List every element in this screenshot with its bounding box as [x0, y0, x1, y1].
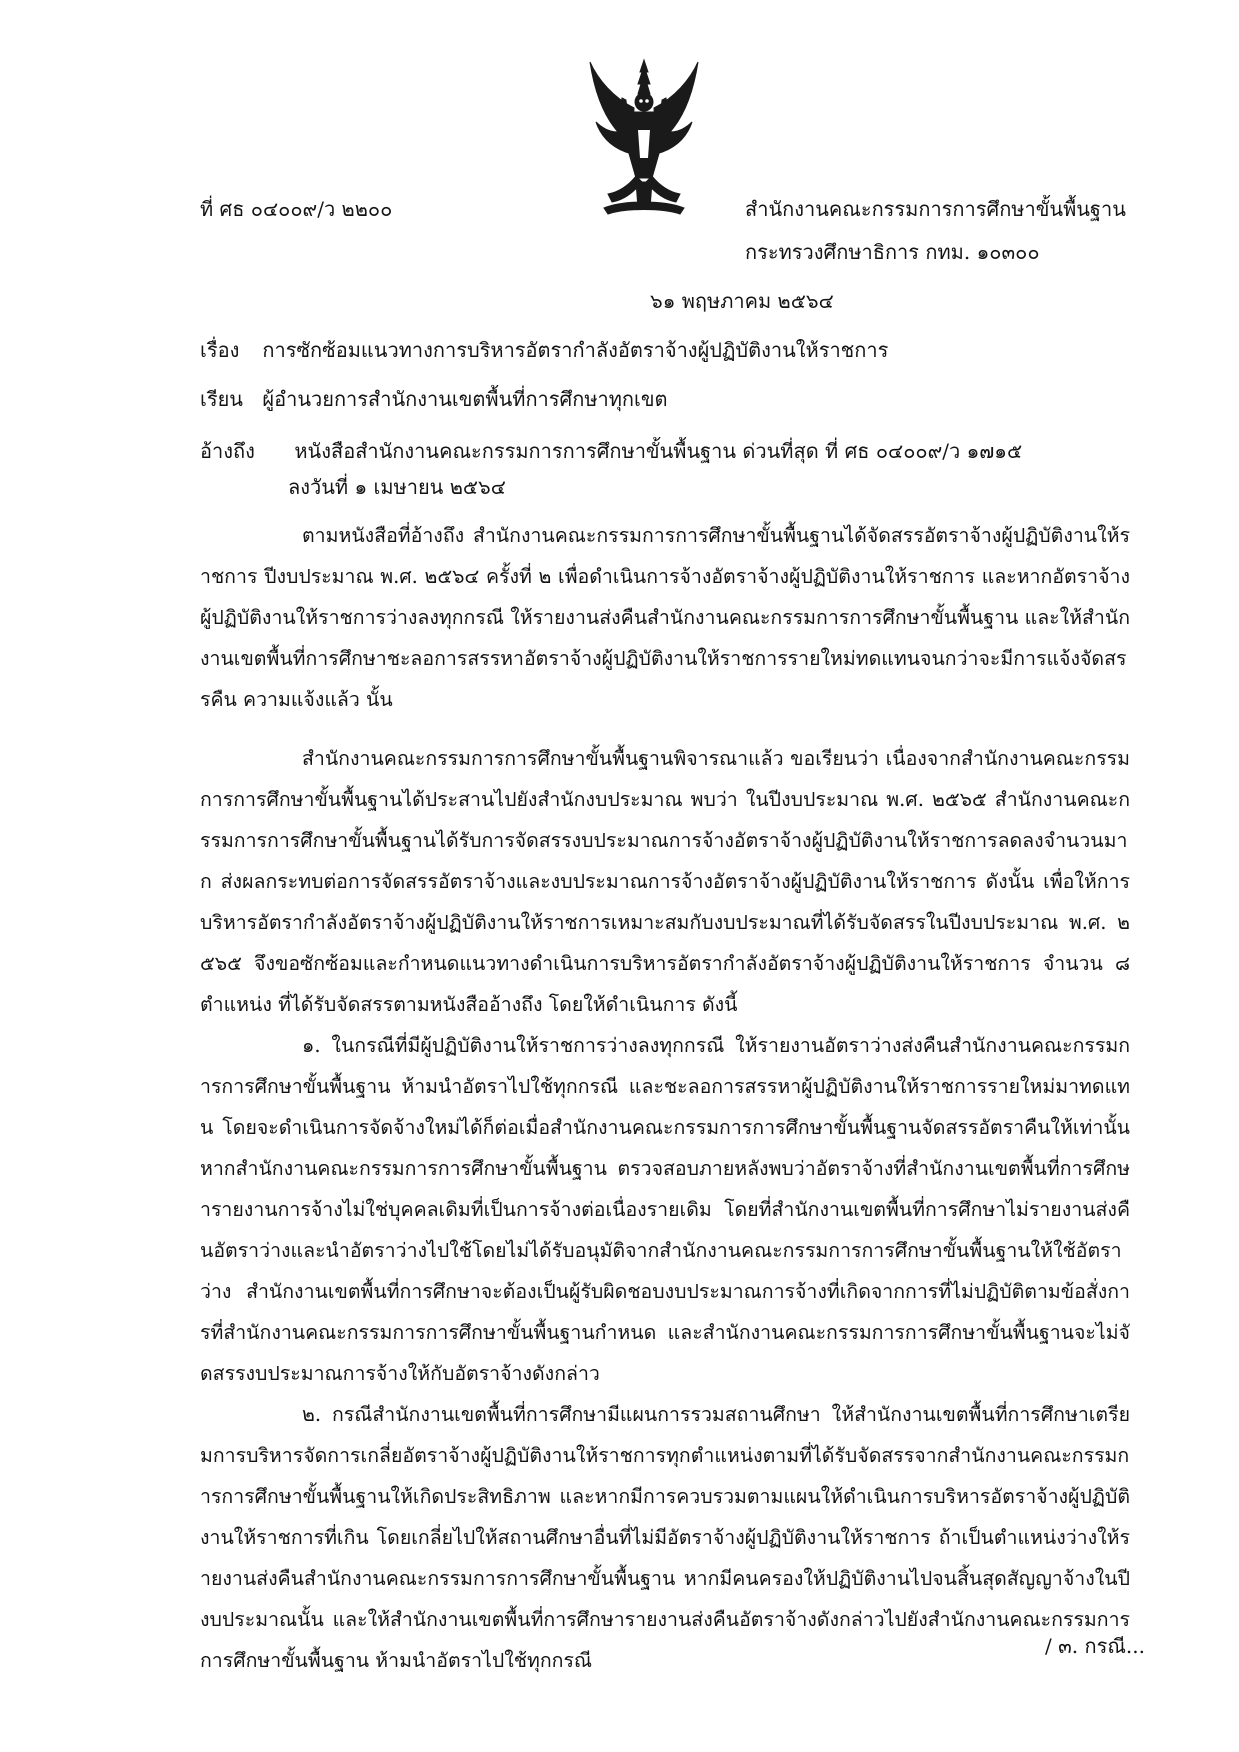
body-item-1: ๑. ในกรณีที่มีผู้ปฏิบัติงานให้ราชการว่างลงทุกกรณี ให้รายงานอัตราว่างส่งคืนสำนักงานคณะกรรมการการศึกษาขั้นพื้นฐาน ห้ามนำอัตราไปใช้ทุกกรณี และชะลอการสรรหาผู้ปฏิบัติงานให้ราชการรายใหม่มาทดแทน โดยจะดำเนินการจัดจ้างใหม่ได้ก็ต่อเมื่อสำนักงานคณะกรรมการการศึกษาขั้นพื้นฐานจัดสรรอัตราคืนให้เท่านั้น หากสำนักงานคณะกรรมการการศึกษาขั้นพื้นฐาน ตรวจสอบภายหลังพบว่าอัตราจ้างที่สำนักงานเขตพื้นที่การศึกษารายงานการจ้างไม่ใช่บุคคลเดิมที่เป็นการจ้างต่อเนื่องรายเดิม โดยที่สำนักงานเขตพื้นที่การศึกษาไม่รายงานส่งคืนอัตราว่างและนำอัตราว่างไปใช้โดยไม่ได้รับอนุมัติจากสำนักงานคณะกรรมการการศึกษาขั้นพื้นฐานให้ใช้อัตราว่าง สำนักงานเขตพื้นที่การศึกษาจะต้องเป็นผู้รับผิดชอบงบประมาณการจ้างที่เกิดจากการที่ไม่ปฏิบัติตามข้อสั่งการที่สำนักงานคณะกรรมการการศึกษาขั้นพื้นฐานกำหนด และสำนักงานคณะกรรมการการศึกษาขั้นพื้นฐานจะไม่จัดสรรงบประมาณการจ้างให้กับอัตราจ้างดังกล่าว: [200, 1034, 1130, 1385]
document-number: ที่ ศธ ๐๔๐๐๙/ว ๒๒๐๐: [200, 197, 393, 221]
subject-line: [200, 336, 888, 364]
subject-text: การซักซ้อมแนวทางการบริหารอัตรากำลังอัตราจ้างผู้ปฏิบัติงานให้ราชการ: [262, 338, 889, 362]
reference-line: [200, 437, 1022, 465]
recipient-line: [200, 385, 668, 413]
agency-address: กระทรวงศึกษาธิการ กทม. ๑๐๓๐๐: [745, 240, 1040, 264]
letter-body: [200, 515, 1130, 1681]
body-paragraph-2: สำนักงานคณะกรรมการการศึกษาขั้นพื้นฐานพิจารณาแล้ว ขอเรียนว่า เนื่องจากสำนักงานคณะกรรมการการศึกษาขั้นพื้นฐานได้ประสานไปยังสำนักงบประมาณ พบว่า ในปีงบประมาณ พ.ศ. ๒๕๖๕ สำนักงานคณะกรรมการการศึกษาขั้นพื้นฐานได้รับการจัดสรรงบประมาณการจ้างอัตราจ้างผู้ปฏิบัติงานให้ราชการลดลงจำนวนมาก ส่งผลกระทบต่อการจัดสรรอัตราจ้างและงบประมาณการจ้างอัตราจ้างผู้ปฏิบัติงานให้ราชการ ดังนั้น เพื่อให้การบริหารอัตรากำลังอัตราจ้างผู้ปฏิบัติงานให้ราชการเหมาะสมกับงบประมาณที่ได้รับจัดสรรในปีงบประมาณ พ.ศ. ๒๕๖๕ จึงขอซักซ้อมและกำหนดแนวทางดำเนินการบริหารอัตรากำลังอัตราจ้างผู้ปฏิบัติงานให้ราชการ จำนวน ๘ ตำแหน่ง ที่ได้รับจัดสรรตามหนังสืออ้างถึง โดยให้ดำเนินการ ดังนี้: [200, 747, 1130, 1016]
reference-text: หนังสือสำนักงานคณะกรรมการการศึกษาขั้นพื้นฐาน ด่วนที่สุด ที่ ศธ ๐๔๐๐๙/ว ๑๗๑๕: [294, 439, 1023, 463]
reference-date-line: ลงวันที่ ๑ เมษายน ๒๕๖๔: [288, 475, 506, 499]
body-paragraph-1: ตามหนังสือที่อ้างถึง สำนักงานคณะกรรมการการศึกษาขั้นพื้นฐานได้จัดสรรอัตราจ้างผู้ปฏิบัติงานให้ราชการ ปีงบประมาณ พ.ศ. ๒๕๖๔ ครั้งที่ ๒ เพื่อดำเนินการจ้างอัตราจ้างผู้ปฏิบัติงานให้ราชการ และหากอัตราจ้างผู้ปฏิบัติงานให้ราชการว่างลงทุกกรณี ให้รายงานส่งคืนสำนักงานคณะกรรมการการศึกษาขั้นพื้นฐาน และให้สำนักงานเขตพื้นที่การศึกษาชะลอการสรรหาอัตราจ้างผู้ปฏิบัติงานให้ราชการรายใหม่ทดแทนจนกว่าจะมีการแจ้งจัดสรรคืน ความแจ้งแล้ว นั้น: [200, 524, 1130, 711]
issuing-agency: สำนักงานคณะกรรมการการศึกษาขั้นพื้นฐาน: [745, 197, 1126, 221]
reference-label: อ้างถึง: [200, 439, 255, 463]
garuda-emblem-icon: [584, 58, 704, 222]
document-date: ๖๑ พฤษภาคม ๒๕๖๔: [650, 289, 834, 313]
continuation-marker: / ๓. กรณี...: [1045, 1634, 1145, 1658]
subject-label: เรื่อง: [200, 338, 240, 362]
recipient-text: ผู้อำนวยการสำนักงานเขตพื้นที่การศึกษาทุกเขต: [262, 387, 668, 411]
body-item-2: ๒. กรณีสำนักงานเขตพื้นที่การศึกษามีแผนการรวมสถานศึกษา ให้สำนักงานเขตพื้นที่การศึกษาเตรียมการบริหารจัดการเกลี่ยอัตราจ้างผู้ปฏิบัติงานให้ราชการทุกตำแหน่งตามที่ได้รับจัดสรรจากสำนักงานคณะกรรมการการศึกษาขั้นพื้นฐานให้เกิดประสิทธิภาพ และหากมีการควบรวมตามแผนให้ดำเนินการบริหารอัตราจ้างผู้ปฏิบัติงานให้ราชการที่เกิน โดยเกลี่ยไปให้สถานศึกษาอื่นที่ไม่มีอัตราจ้างผู้ปฏิบัติงานให้ราชการ ถ้าเป็นตำแหน่งว่างให้รายงานส่งคืนสำนักงานคณะกรรมการการศึกษาขั้นพื้นฐาน หากมีคนครองให้ปฏิบัติงานไปจนสิ้นสุดสัญญาจ้างในปีงบประมาณนั้น และให้สำนักงานเขตพื้นที่การศึกษารายงานส่งคืนอัตราจ้างดังกล่าวไปยังสำนักงานคณะกรรมการการศึกษาขั้นพื้นฐาน ห้ามนำอัตราไปใช้ทุกกรณี: [200, 1403, 1130, 1672]
recipient-label: เรียน: [200, 387, 243, 411]
